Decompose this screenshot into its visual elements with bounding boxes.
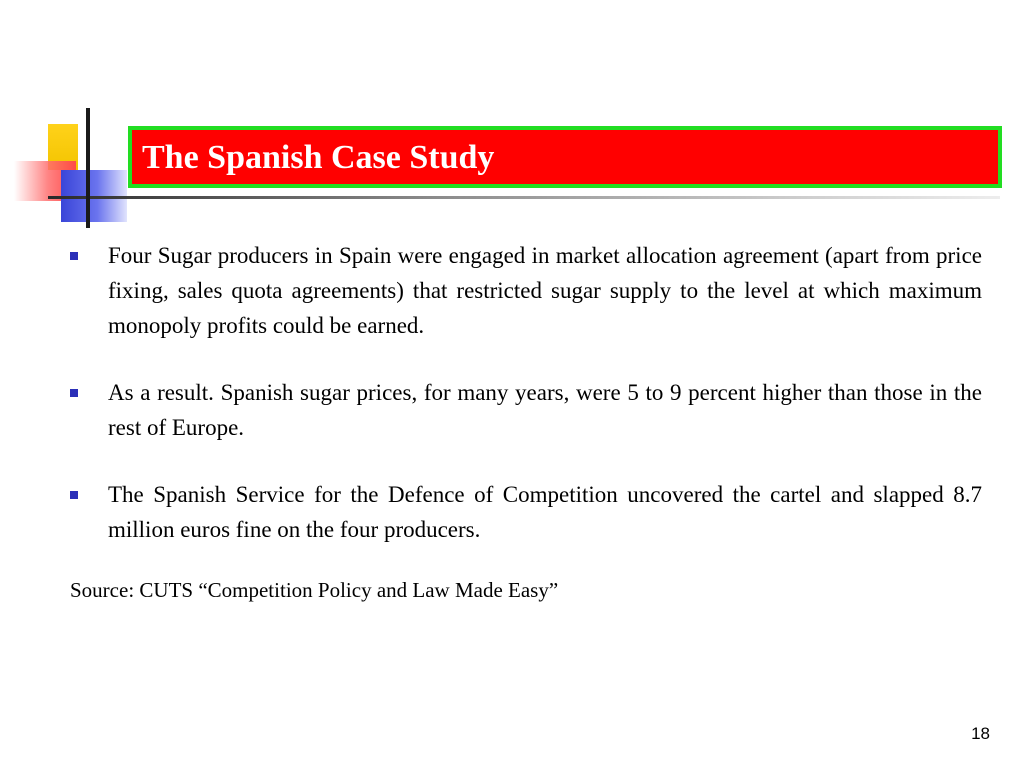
bullet-text: As a result. Spanish sugar prices, for many years, were 5 to 9 percent higher than those in the rest of Europe.	[108, 380, 982, 440]
title-bar	[128, 126, 1002, 188]
title-underline-divider	[48, 196, 1000, 199]
square-bullet-icon	[70, 389, 78, 397]
source-citation: Source: CUTS “Competition Policy and Law Made Easy”	[70, 578, 559, 602]
slide-title: The Spanish Case Study	[142, 139, 495, 176]
square-bullet-icon	[70, 491, 78, 499]
logo-vertical-line	[86, 108, 90, 228]
bullet-item	[70, 375, 982, 445]
bullet-item	[70, 238, 982, 343]
bullet-item	[70, 477, 982, 547]
square-bullet-icon	[70, 252, 78, 260]
slide-body	[70, 238, 982, 605]
page-number: 18	[971, 724, 990, 743]
bullet-text: Four Sugar producers in Spain were engaged in market allocation agreement (apart from price fixing, sales quota agreements) that restricted sugar supply to the level at which maximum monopoly profits could be earned.	[108, 243, 982, 338]
bullet-text: The Spanish Service for the Defence of Competition uncovered the cartel and slapped 8.7 million euros fine on the four producers.	[108, 482, 982, 542]
